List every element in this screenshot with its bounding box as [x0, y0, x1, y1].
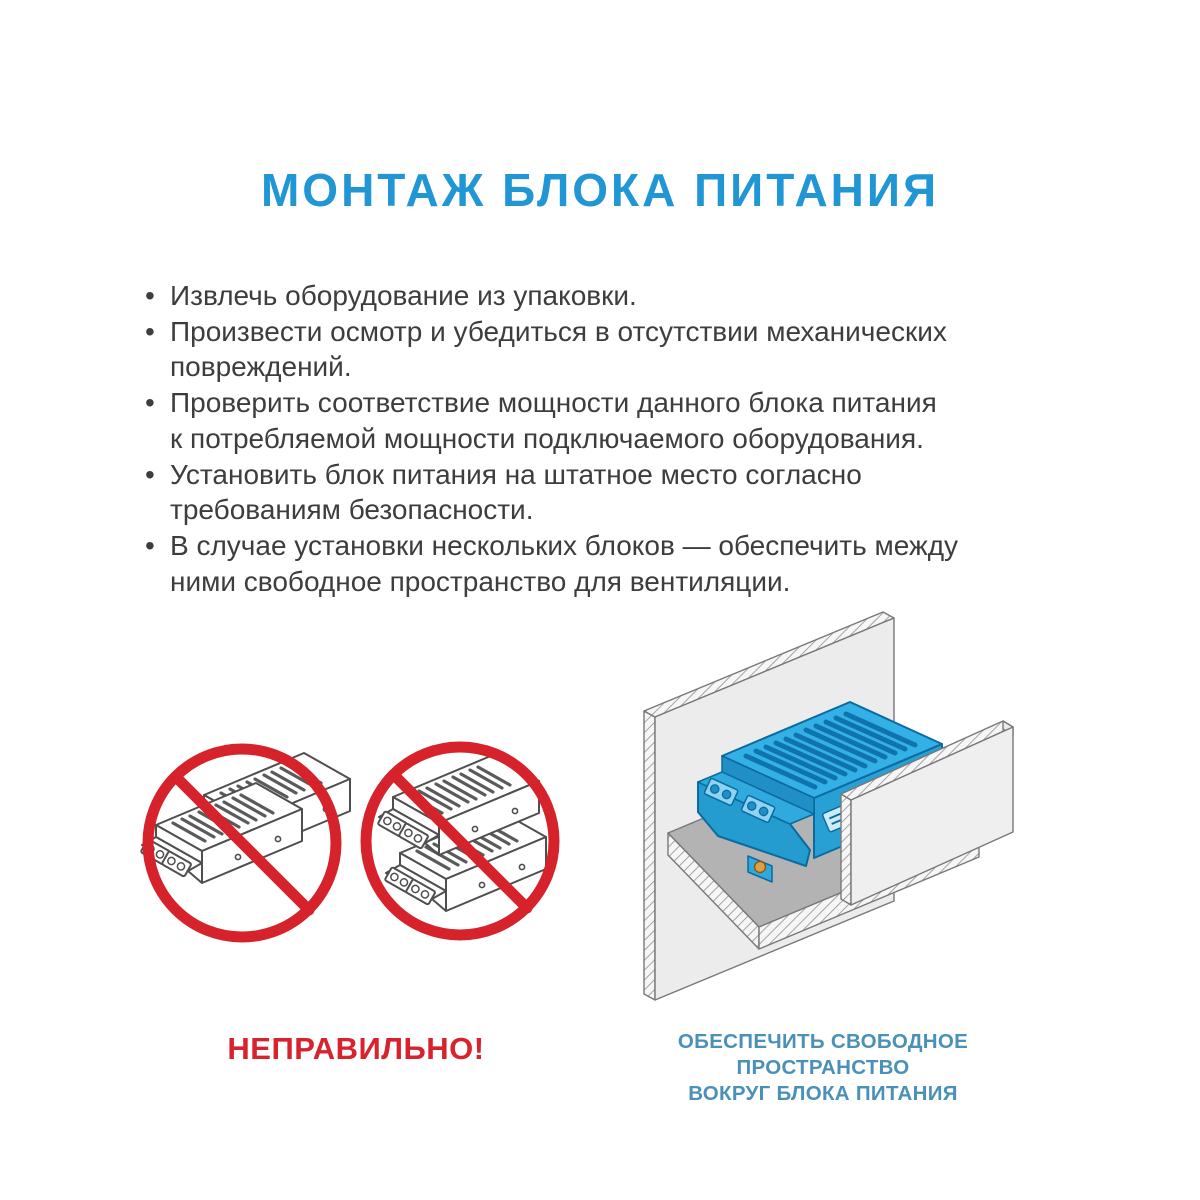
- list-item: • Проверить соответствие мощности данного блока питания к потребляемой мощности подключаемого оборудования.: [142, 385, 1062, 456]
- list-item: • В случае установки нескольких блоков — обеспечить между ними свободное пространство для вентиляции.: [142, 528, 1062, 599]
- list-item: • Установить блок питания на штатное место согласно требованиям безопасности.: [142, 457, 1062, 528]
- list-item: • Извлечь оборудование из упаковки.: [142, 278, 1062, 314]
- page-title: МОНТАЖ БЛОКА ПИТАНИЯ: [260, 164, 940, 216]
- list-item: • Произвести осмотр и убедиться в отсутствии механических повреждений.: [142, 314, 1062, 385]
- no-stacked-placement-icon: [346, 729, 578, 961]
- correct-caption: ОБЕСПЕЧИТЬ СВОБОДНОЕ ПРОСТРАНСТВО ВОКРУГ БЛОКА ПИТАНИЯ: [677, 1030, 969, 1105]
- no-side-by-side-placement-icon: [126, 731, 358, 963]
- correct-mounting-illustration: [610, 598, 1170, 1038]
- wrong-label: НЕПРАВИЛЬНО!: [227, 1031, 485, 1066]
- instruction-list: [142, 278, 1062, 599]
